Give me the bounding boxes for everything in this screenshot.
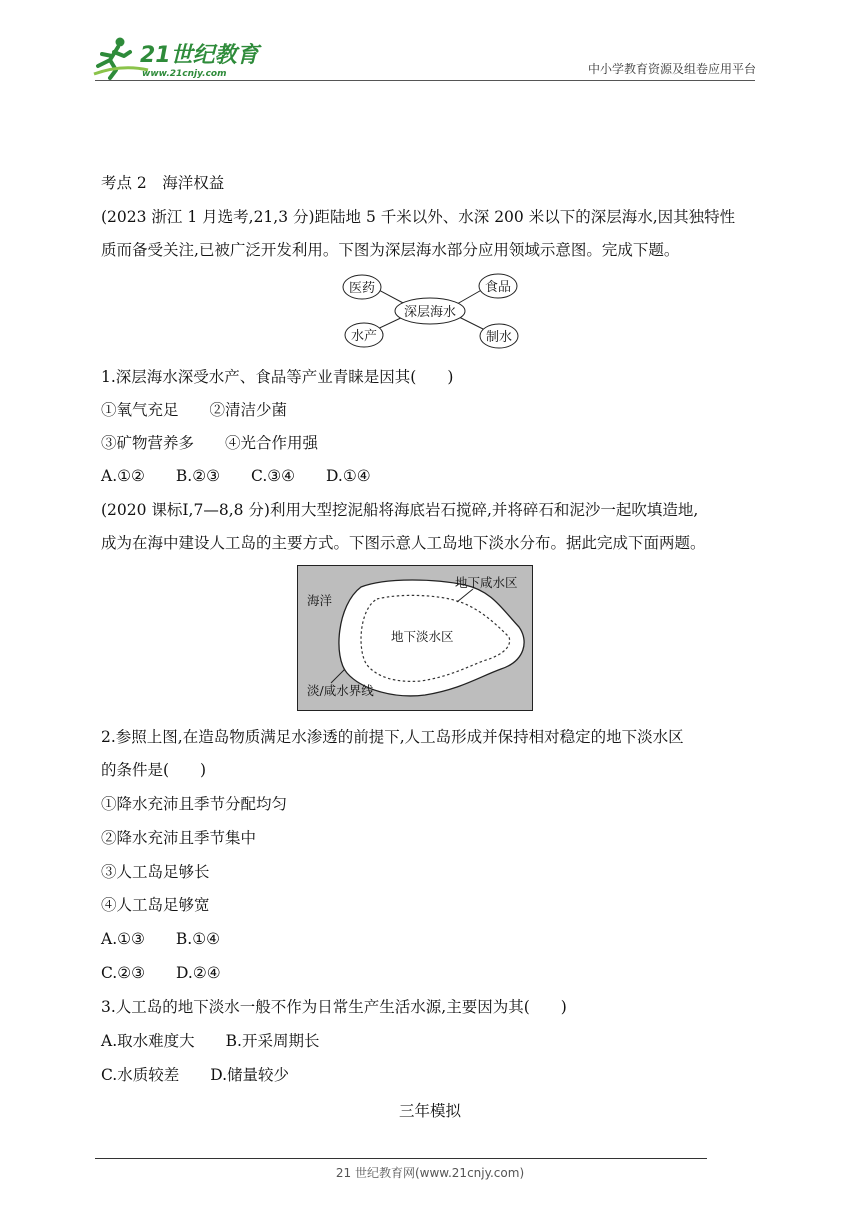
header-divider	[95, 80, 755, 81]
ocean-label: 海洋	[307, 593, 333, 608]
q2-option-4: ④人工岛足够宽	[101, 896, 210, 914]
q2-answers-row1: A.①③ B.①④	[101, 930, 221, 948]
label-food: 食品	[484, 280, 512, 295]
q1-answer-choices: A.①② B.②③ C.③④ D.①④	[101, 467, 371, 485]
label-center: 深层海水	[403, 305, 457, 320]
logo-url: www.21cnjy.com	[142, 69, 227, 79]
boundary-label: 淡/咸水界线	[307, 683, 374, 698]
label-medicine: 医药	[348, 281, 376, 296]
q2-intro-line1: (2020 课标Ⅰ,7—8,8 分)利用大型挖泥船将海底岩石搅碎,并将碎石和泥沙一起吹填造地,	[101, 501, 699, 519]
artificial-island-map	[297, 565, 533, 711]
q2-stem-line1: 2.参照上图,在造岛物质满足水渗透的前提下,人工岛形成并保持相对稳定的地下淡水区	[101, 728, 684, 746]
q1-options-row1: ①氧气充足 ②清洁少菌	[101, 401, 288, 419]
q2-intro-line2: 成为在海中建设人工岛的主要方式。下图示意人工岛地下淡水分布。据此完成下面两题。	[101, 534, 706, 552]
q2-stem-line2: 的条件是( )	[101, 761, 207, 779]
q1-intro-line2: 质而备受关注,已被广泛开发利用。下图为深层海水部分应用领域示意图。完成下题。	[101, 241, 680, 259]
next-section-title: 三年模拟	[398, 1102, 461, 1120]
footer-divider	[95, 1158, 707, 1159]
q1-options-row2: ③矿物营养多 ④光合作用强	[101, 434, 319, 452]
q2-option-1: ①降水充沛且季节分配均匀	[101, 795, 288, 813]
saltwater-label: 地下咸水区	[455, 575, 518, 590]
q1-stem: 1.深层海水深受水产、食品等产业青睐是因其( )	[101, 368, 454, 386]
q2-option-3: ③人工岛足够长	[101, 863, 210, 881]
q3-answers-row1: A.取水难度大 B.开采周期长	[101, 1032, 320, 1050]
footer-text: 21 世纪教育网(www.21cnjy.com)	[335, 1166, 525, 1180]
q2-answers-row2: C.②③ D.②④	[101, 964, 221, 982]
q2-option-2: ②降水充沛且季节集中	[101, 829, 257, 847]
q3-stem: 3.人工岛的地下淡水一般不作为日常生产生活水源,主要因为其( )	[101, 998, 567, 1016]
logo-text: 21世纪教育	[140, 43, 259, 68]
deep-seawater-uses-diagram	[335, 270, 525, 350]
header-tagline: 中小学教育资源及组卷应用平台	[587, 62, 756, 76]
section-title: 考点 2 海洋权益	[101, 174, 225, 192]
q1-intro-line1: (2023 浙江 1 月选考,21,3 分)距陆地 5 千米以外、水深 200 米以下的深层海水,因其独特性	[101, 208, 736, 226]
label-aquaculture: 水产	[350, 329, 378, 344]
q3-answers-row2: C.水质较差 D.储量较少	[101, 1066, 290, 1084]
site-logo	[92, 34, 262, 82]
freshwater-label: 地下淡水区	[391, 629, 454, 644]
label-water: 制水	[485, 330, 513, 345]
